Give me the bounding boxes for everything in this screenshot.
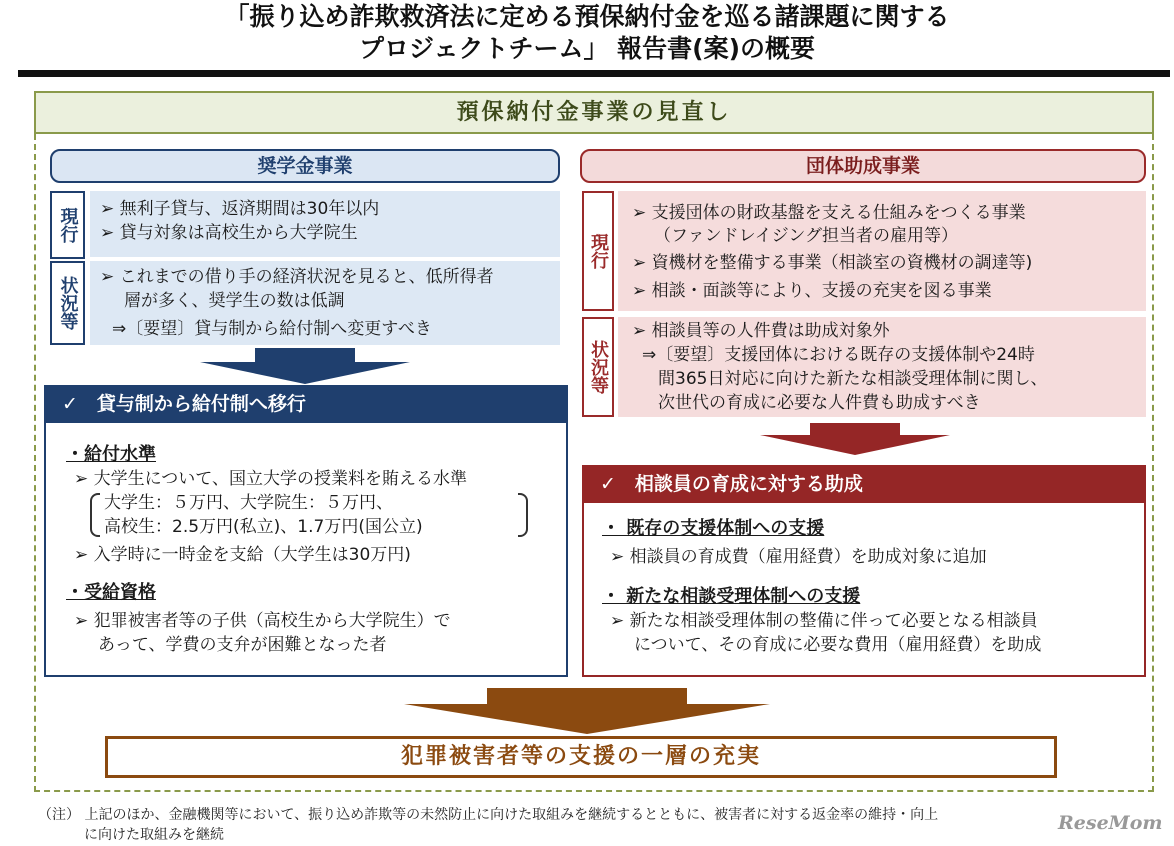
grant-current-tag-text: 現行 — [588, 233, 609, 269]
grant-current-line: ➢ 相談・面談等により、支援の充実を図る事業 — [632, 281, 992, 301]
section-heading: 預保納付金事業の見直し — [34, 91, 1154, 134]
existing-support-line: ➢ 相談員の育成費（雇用経費）を助成対象に追加 — [610, 547, 987, 567]
grant-request-line: 次世代の育成に必要な人件費も助成すべき — [658, 393, 981, 413]
benefit-line: ➢ 入学時に一時金を支給（大学生は30万円) — [74, 545, 411, 565]
title-divider — [18, 70, 1170, 77]
grant-current-line: ➢ 資機材を整備する事業（相談室の資機材の調達等) — [632, 253, 1033, 273]
scholarship-situation-panel — [90, 261, 560, 345]
grant-situation-tag-text: 状況等 — [588, 340, 609, 394]
grant-situation-tag — [582, 317, 614, 417]
grant-situation-line: ➢ 相談員等の人件費は助成対象外 — [632, 321, 890, 341]
eligibility-line: あって、学費の支弁が困難となった者 — [98, 635, 387, 655]
scholarship-situation-line: ➢ これまでの借り手の経済状況を見ると、低所得者 — [100, 267, 494, 287]
scholarship-current-item: ➢ 無利子貸与、返済期間は30年以内 — [100, 199, 380, 219]
footnote-line-2: に向けた取組みを継続 — [84, 827, 224, 843]
scholarship-current-tag-text: 現行 — [57, 207, 79, 243]
down-arrow-icon — [200, 348, 410, 384]
benefit-amount-line: 高校生：2.5万円(私立)、1.7万円(国公立) — [104, 517, 423, 537]
eligibility-heading: ・受給資格 — [66, 582, 156, 603]
scholarship-current-tag — [50, 191, 85, 259]
new-system-line: について、その育成に必要な費用（雇用経費）を助成 — [634, 635, 1042, 655]
grant-request-line: 間365日対応に向けた新たな相談受理体制に関し、 — [658, 369, 1048, 389]
resemom-logo: ReseMom — [1058, 812, 1163, 834]
scholarship-result-band: ✓ 貸与制から給付制へ移行 — [44, 385, 568, 423]
grant-result-band: ✓ 相談員の育成に対する助成 — [582, 465, 1146, 503]
benefit-amounts-bracket — [90, 491, 498, 539]
grant-current-tag — [582, 191, 614, 311]
down-arrow-icon — [404, 688, 770, 734]
page-title-line-1: 「振り込め詐欺救済法に定める預保納付金を巡る諸課題に関する — [224, 2, 950, 31]
footnote-line-1: （注） 上記のほか、金融機関等において、振り込め詐欺等の未然防止に向けた取組みを継続するとともに、被害者に対する返金率の維持・向上 — [38, 807, 939, 823]
grant-current-line: ➢ 支援団体の財政基盤を支える仕組みをつくる事業 — [632, 203, 1026, 223]
scholarship-situation-tag-text: 状況等 — [57, 276, 79, 330]
grant-heading: 団体助成事業 — [580, 149, 1146, 183]
scholarship-situation-line: 層が多く、奨学生の数は低調 — [124, 291, 345, 311]
scholarship-current-panel — [90, 191, 560, 257]
benefit-line: ➢ 大学生について、国立大学の授業料を賄える水準 — [74, 469, 467, 489]
grant-situation-panel — [618, 317, 1146, 417]
new-system-line: ➢ 新たな相談受理体制の整備に伴って必要となる相談員 — [610, 611, 1038, 631]
bracket-left-icon — [90, 493, 100, 537]
grant-request-line: ⇒〔要望〕支援団体における既存の支援体制や24時 — [642, 345, 1035, 365]
scholarship-situation-tag — [50, 261, 85, 345]
page-title-line-2: プロジェクトチーム」 報告書(案)の概要 — [358, 34, 816, 63]
eligibility-line: ➢ 犯罪被害者等の子供（高校生から大学院生）で — [74, 611, 451, 631]
down-arrow-icon — [760, 423, 950, 455]
benefit-level-heading: ・給付水準 — [66, 444, 156, 465]
grant-result-box — [582, 503, 1146, 677]
scholarship-request-line: ⇒〔要望〕貸与制から給付制へ変更すべき — [112, 319, 432, 339]
scholarship-result-box — [44, 423, 568, 677]
bracket-right-icon — [518, 493, 528, 537]
new-system-heading: ・ 新たな相談受理体制への支援 — [602, 586, 861, 607]
grant-current-line: （ファンドレイジング担当者の雇用等） — [654, 226, 959, 246]
scholarship-heading: 奨学金事業 — [50, 149, 560, 183]
benefit-amount-line: 大学生：５万円、大学院生：５万円、 — [104, 493, 393, 513]
grant-current-panel — [618, 191, 1146, 311]
conclusion-box: 犯罪被害者等の支援の一層の充実 — [105, 736, 1057, 778]
existing-support-heading: ・ 既存の支援体制への支援 — [602, 518, 825, 539]
scholarship-current-item: ➢ 貸与対象は高校生から大学院生 — [100, 223, 358, 243]
